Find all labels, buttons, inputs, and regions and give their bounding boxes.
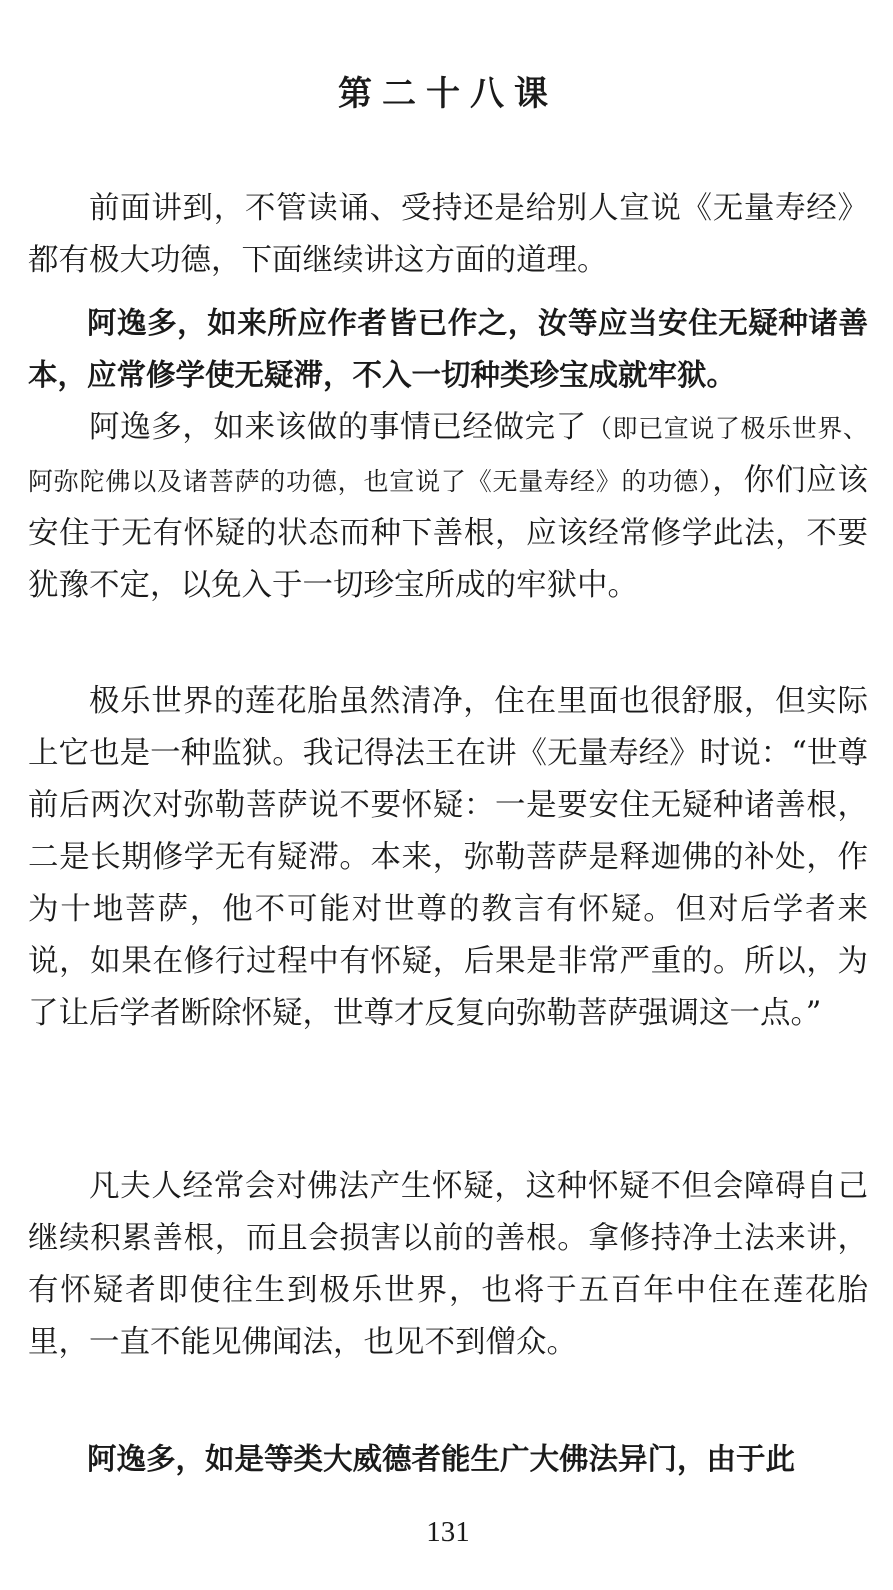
commentary-text: 阿逸多，如来该做的事情已经做完了 <box>89 410 587 445</box>
lesson-title: 第二十八课 <box>338 74 558 114</box>
commentary-paragraph: 凡夫人经常会对佛法产生怀疑，这种怀疑不但会障碍自己继续积累善根，而且会损害以前的善根。拿修持净土法来讲，有怀疑者即使往生到极乐世界，也将于五百年中住在莲花胎里，一直不能见佛闻法，也见不到僧众。 <box>28 1169 868 1360</box>
sutra-quote-paragraph: 阿逸多，如是等类大威德者能生广大佛法异门，由于此 <box>87 1442 796 1476</box>
commentary-paragraph: 前面讲到，不管读诵、受持还是给别人宣说《无量寿经》都有极大功德，下面继续讲这方面的道理。 <box>28 191 868 278</box>
commentary-text: ，你们应该安住于无有怀疑的状态而种下善根，应该经常修学此法，不要犹豫不定，以免入于一切珍宝所成的牢狱中。 <box>28 463 868 603</box>
book-page <box>28 0 868 1590</box>
sutra-quote-paragraph: 阿逸多，如来所应作者皆已作之，汝等应当安住无疑种诸善本，应常修学使无疑滞，不入一切种类珍宝成就牢狱。 <box>28 306 868 392</box>
commentary-paragraph <box>28 402 868 612</box>
commentary-paragraph: 极乐世界的莲花胎虽然清净，住在里面也很舒服，但实际上它也是一种监狱。我记得法王在讲《无量寿经》时说：“世尊前后两次对弥勒菩萨说不要怀疑：一是要安住无疑种诸善根，二是长期修学无有疑滞。本来，弥勒菩萨是释迦佛的补处，作为十地菩萨，他不可能对世尊的教言有怀疑。但对后学者来说，如果在修行过程中有怀疑，后果是非常严重的。所以，为了让后学者断除怀疑，世尊才反复向弥勒菩萨强调这一点。” <box>28 684 868 1031</box>
parenthetical-note: （即已宣说了极乐世界、阿弥陀佛以及诸菩萨的功德，也宣说了《无量寿经》的功德） <box>28 414 868 496</box>
page-number: 131 <box>426 1516 470 1548</box>
